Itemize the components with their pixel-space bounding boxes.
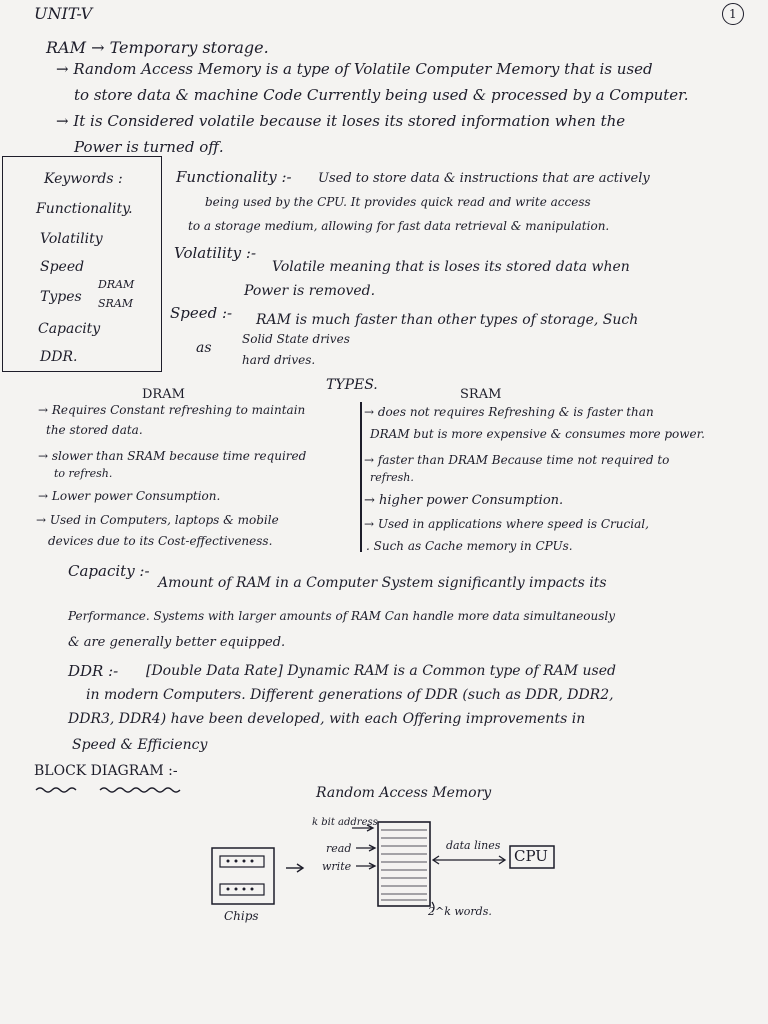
input-write-label: write bbox=[322, 860, 352, 873]
dram-line-6: → Used in Computers, laptops & mobile bbox=[36, 513, 279, 527]
speed-label: Speed :- bbox=[170, 304, 233, 322]
keyword-speed: Speed bbox=[40, 259, 85, 275]
input-address-label: k bit address bbox=[312, 817, 378, 828]
cpu-label: CPU bbox=[514, 847, 548, 865]
unit-heading: UNIT-V bbox=[34, 4, 93, 23]
data-lines-label: data lines bbox=[446, 839, 501, 852]
dram-title: DRAM bbox=[142, 387, 185, 402]
page-number: 1 bbox=[729, 7, 737, 21]
functionality-line-2: being used by the CPU. It provides quick read and write access bbox=[205, 195, 591, 209]
speed-as: as bbox=[196, 340, 212, 356]
volatility-label: Volatility :- bbox=[174, 244, 257, 262]
dram-line-2: the stored data. bbox=[46, 423, 143, 437]
speed-line: RAM is much faster than other types of storage, Such bbox=[256, 312, 639, 328]
ddr-line-1: [Double Data Rate] Dynamic RAM is a Common type of RAM used bbox=[146, 663, 616, 679]
keyword-dram: DRAM bbox=[98, 278, 135, 291]
capacity-line-2: Performance. Systems with larger amounts of RAM Can handle more data simultaneously bbox=[68, 609, 616, 623]
dram-line-5: → Lower power Consumption. bbox=[38, 489, 221, 503]
dram-line-4: to refresh. bbox=[54, 467, 113, 480]
keyword-volatility: Volatility bbox=[40, 231, 103, 247]
heading-wavy-underline-2 bbox=[100, 788, 180, 792]
dram-line-1: → Requires Constant refreshing to maintain bbox=[38, 403, 306, 417]
sram-line-4: refresh. bbox=[370, 471, 414, 484]
functionality-line-1: Used to store data & instructions that are actively bbox=[318, 171, 650, 186]
speed-item-ssd: Solid State drives bbox=[242, 332, 350, 346]
words-label: 2^k words. bbox=[428, 905, 492, 918]
ddr-label: DDR :- bbox=[68, 662, 119, 680]
dram-line-7: devices due to its Cost-effectiveness. bbox=[48, 534, 273, 548]
sram-line-7: . Such as Cache memory in CPUs. bbox=[366, 539, 573, 553]
keyword-functionality: Functionality. bbox=[36, 201, 133, 217]
ram-line-1: → Random Access Memory is a type of Volatile Computer Memory that is used bbox=[56, 60, 653, 78]
volatility-line-1: Volatile meaning that is loses its stored data when bbox=[272, 259, 630, 275]
ram-line-3: → It is Considered volatile because it loses its stored information when the bbox=[56, 112, 626, 130]
ddr-line-2: in modern Computers. Different generations of DDR (such as DDR, DDR2, bbox=[86, 687, 614, 703]
ddr-line-3: DDR3, DDR4) have been developed, with each Offering improvements in bbox=[68, 711, 586, 727]
capacity-line-3: & are generally better equipped. bbox=[68, 635, 286, 650]
sram-line-2: DRAM but is more expensive & consumes more power. bbox=[370, 427, 705, 441]
keyword-types: Types bbox=[40, 289, 82, 305]
keyword-sram: SRAM bbox=[98, 297, 134, 310]
capacity-label: Capacity :- bbox=[68, 562, 150, 580]
keywords-title: Keywords : bbox=[44, 171, 123, 187]
ram-title: RAM → Temporary storage. bbox=[46, 38, 269, 57]
block-diagram-heading: BLOCK DIAGRAM :- bbox=[34, 763, 178, 779]
sram-line-6: → Used in applications where speed is Crucial, bbox=[364, 517, 649, 531]
sram-line-3: → faster than DRAM Because time not required to bbox=[364, 453, 670, 467]
keyword-capacity: Capacity bbox=[38, 321, 101, 337]
functionality-line-3: to a storage medium, allowing for fast data retrieval & manipulation. bbox=[188, 219, 610, 233]
ram-line-2: to store data & machine Code Currently being used & processed by a Computer. bbox=[74, 86, 689, 104]
volatility-line-2: Power is removed. bbox=[244, 283, 376, 299]
sram-title: SRAM bbox=[460, 387, 502, 402]
keyword-ddr: DDR. bbox=[40, 349, 78, 365]
speed-item-hdd: hard drives. bbox=[242, 353, 316, 367]
capacity-line-1: Amount of RAM in a Computer System significantly impacts its bbox=[158, 575, 607, 591]
sram-line-1: → does not requires Refreshing & is faster than bbox=[364, 405, 654, 419]
block-diagram-title: Random Access Memory bbox=[316, 785, 492, 801]
ram-line-4: Power is turned off. bbox=[74, 138, 224, 156]
ddr-line-4: Speed & Efficiency bbox=[72, 737, 208, 753]
heading-wavy-underline-1 bbox=[36, 788, 76, 792]
sram-line-5: → higher power Consumption. bbox=[364, 493, 564, 508]
functionality-label: Functionality :- bbox=[176, 168, 292, 186]
input-read-label: read bbox=[326, 842, 352, 855]
types-heading: TYPES. bbox=[326, 377, 378, 393]
dram-line-3: → slower than SRAM because time required bbox=[38, 449, 307, 463]
memory-block bbox=[378, 822, 430, 906]
chips-label: Chips bbox=[224, 909, 259, 923]
